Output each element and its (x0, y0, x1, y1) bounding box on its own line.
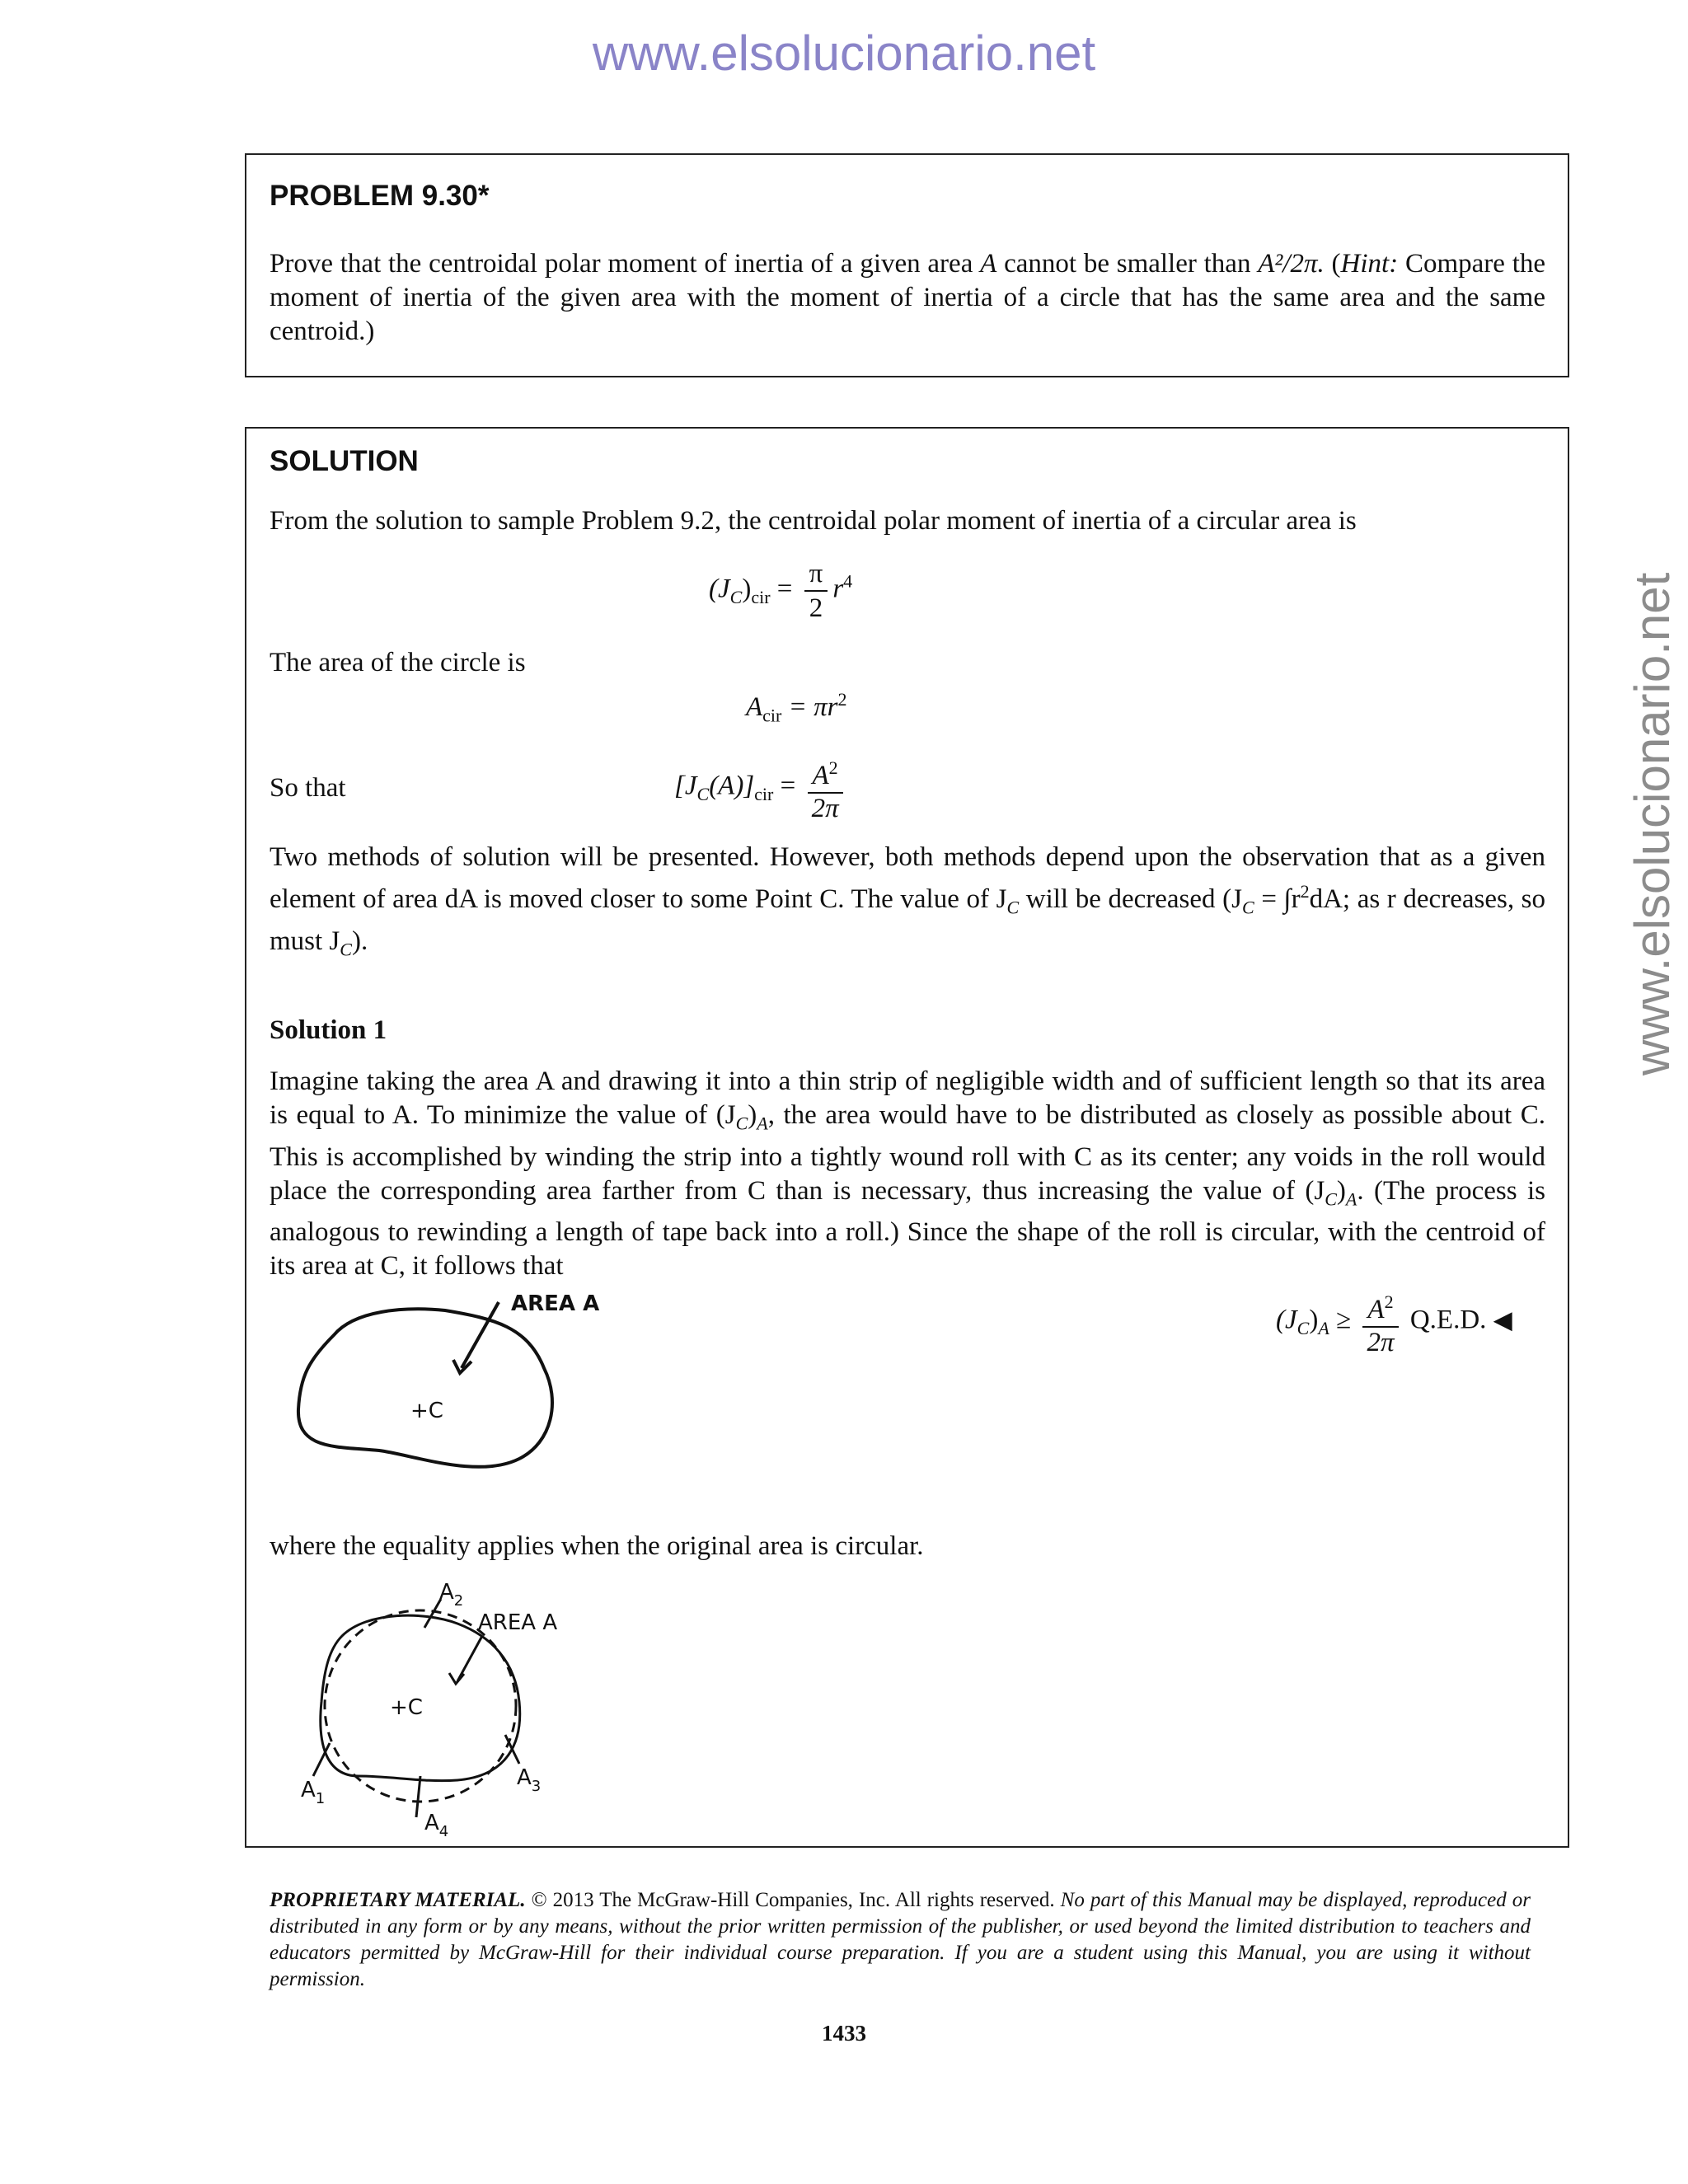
label-a3 (517, 1765, 541, 1795)
eq3-num: A (812, 761, 829, 790)
eq1-den: 2 (809, 593, 823, 623)
label-a4 (424, 1811, 448, 1840)
methods-sup-c: 2 (1300, 881, 1310, 902)
eq4-lhs-sub: C (1296, 1318, 1310, 1339)
eq1-lhs: (J (709, 574, 730, 604)
label-a4-sub: 4 (438, 1823, 449, 1840)
eq3-num-sup: 2 (828, 757, 838, 778)
statement-b: cannot be smaller than (1004, 249, 1251, 279)
footer-notice-text: No part of this Manual may be displayed, reproduced or distributed in any form or by any means, without the prior written permission of the publisher, or used beyond the limited distribution to teachers and educators permitted by McGraw-Hill for their individual course preparation. If you are a student using this Manual, you are using it without permission. (270, 1889, 1531, 1990)
equation-jc-area (674, 752, 848, 824)
label-centroid-c: +C (390, 1695, 423, 1720)
label-a1-sub: 1 (315, 1790, 326, 1807)
eq3-lhs-sub: C (696, 784, 710, 805)
sol1-sub4: A (1345, 1188, 1357, 1210)
eq4-lhs-close: ) (1309, 1305, 1319, 1335)
label-a2-main: A (439, 1580, 454, 1605)
statement-var: A (980, 249, 997, 279)
footer-notice (270, 1887, 1531, 1993)
hint-label: Hint: (1340, 249, 1399, 279)
hint-text: Compare the moment of inertia of the given area with the moment of inertia of a circle that has the same area and the same centroid.) (270, 249, 1546, 346)
equation-jc-circle (709, 557, 852, 625)
a4-leader (416, 1776, 420, 1817)
methods-text: Two methods of solution will be presented. However, both methods depend upon the observation that as a given element of area dA is moved closer to some Point C. The value of J (270, 842, 1545, 914)
methods-text-b: will be decreased (J (1025, 884, 1242, 914)
sol1-sub3: C (1325, 1188, 1337, 1210)
label-a3-sub: 3 (531, 1778, 542, 1795)
area-leader (457, 1636, 482, 1681)
methods-sub: C (1006, 897, 1020, 918)
label-area-a: AREA A (478, 1610, 558, 1635)
footer-proprietary: PROPRIETARY MATERIAL. (270, 1889, 526, 1911)
label-a1-main: A (301, 1778, 316, 1802)
area-outline (298, 1309, 552, 1467)
eq1-rhs: r (832, 574, 844, 604)
eq1-eq: = (776, 574, 793, 604)
page-number: 1433 (822, 2021, 866, 2046)
eq4-den: 2π (1367, 1328, 1395, 1357)
equation-area-circle (746, 689, 847, 727)
eq4-num-sup: 2 (1384, 1291, 1394, 1312)
sol1-text-d: ) (1336, 1175, 1346, 1206)
eq1-rhs-sup: 4 (843, 570, 853, 592)
problem-statement (270, 247, 1545, 349)
sol1-text-c: , the area would have to be distributed as closely as possible about C. This is accomplished by winding the strip into a tightly wound roll with C as its center; any voids in the roll would place the corresponding area farther from C than is necessary, thus increasing the value of (J (270, 1100, 1545, 1206)
label-a4-main: A (424, 1811, 439, 1835)
methods-text-c: = ∫r (1261, 884, 1301, 914)
solution-1-heading: Solution 1 (270, 1015, 387, 1045)
eq2-rhs: = πr (788, 692, 838, 722)
label-a3-main: A (517, 1765, 532, 1790)
eq1-lhs-sub2: cir (751, 587, 771, 608)
sol1-sub2: A (757, 1113, 768, 1134)
equation-inequality (1276, 1286, 1512, 1358)
eq3-lhs: [J (674, 771, 697, 801)
eq4-fraction (1362, 1286, 1398, 1358)
area-text: The area of the circle is (270, 648, 526, 677)
methods-sub-b: C (1242, 897, 1254, 918)
eq1-lhs-close: ) (742, 574, 752, 604)
eq4-lhs: (J (1276, 1305, 1297, 1335)
area-arrow-line (462, 1302, 499, 1368)
statement-a: Prove that the centroidal polar moment of inertia of a given area (270, 249, 973, 279)
watermark-side: www.elsolucionario.net (1625, 572, 1680, 1076)
solution-heading: SOLUTION (270, 445, 419, 477)
eq3-fraction (808, 752, 843, 824)
qed-text: Q.E.D. (1409, 1305, 1487, 1335)
sketch1-centroid-label: +C (410, 1399, 443, 1423)
label-a2 (439, 1580, 463, 1610)
eq3-den: 2π (811, 794, 839, 823)
solution-1-paragraph (270, 1065, 1545, 1283)
eq4-lhs-sub2: A (1318, 1318, 1329, 1339)
solution-intro: From the solution to sample Problem 9.2, the centroidal polar moment of inertia of a circular area is (270, 506, 1357, 536)
eq1-fraction (804, 557, 828, 625)
footer-copyright: © 2013 The McGraw-Hill Companies, Inc. All rights reserved. (531, 1889, 1055, 1911)
eq4-num: A (1367, 1295, 1385, 1324)
circle-comparison-sketch (293, 1578, 589, 1842)
eq3-lhs-sub2: cir (754, 784, 774, 805)
sol1-text-b: ) (748, 1100, 757, 1130)
so-that-text: So that (270, 773, 346, 803)
equality-text: where the equality applies when the original area is circular. (270, 1531, 924, 1561)
watermark-top: www.elsolucionario.net (592, 26, 1096, 81)
methods-paragraph (270, 841, 1545, 966)
label-a1 (301, 1778, 325, 1807)
eq2-rhs-sup: 2 (837, 689, 847, 710)
sol1-sub: C (735, 1113, 748, 1134)
methods-text-e: ). (351, 926, 368, 956)
eq1-num: π (804, 557, 828, 592)
eq2-lhs-sub: cir (762, 705, 782, 726)
eq3-eq: = (780, 771, 796, 801)
problem-title: PROBLEM 9.30* (270, 180, 490, 212)
eq4-ge: ≥ (1336, 1305, 1352, 1335)
hint-open: ( (1331, 249, 1341, 279)
qed-marker-icon: ◀ (1493, 1306, 1512, 1334)
sol1-text: Imagine taking the area A and drawing it into a thin strip of negligible width and of sufficient length so that its area is equal to A. To minimize the value of (J (270, 1066, 1545, 1130)
methods-sub-d: C (340, 939, 352, 960)
eq3-lhs-mid: (A)] (709, 771, 755, 801)
area-a-sketch (288, 1286, 635, 1483)
label-a2-sub: 2 (453, 1592, 464, 1610)
eq1-lhs-sub: C (729, 587, 743, 608)
sol1-text-e: . (The process is analogous to rewinding a length of tape back into a roll.) Since the shape of the roll is circular, with the centroid of its area at C, it follows that (270, 1175, 1545, 1282)
area-leader-head (449, 1673, 464, 1684)
eq2-lhs: A (746, 692, 763, 722)
sketch1-area-label: AREA A (511, 1291, 600, 1316)
statement-expr: A²/2π. (1258, 249, 1325, 279)
methods-text-d: dA; as r decreases, so must J (270, 884, 1546, 956)
